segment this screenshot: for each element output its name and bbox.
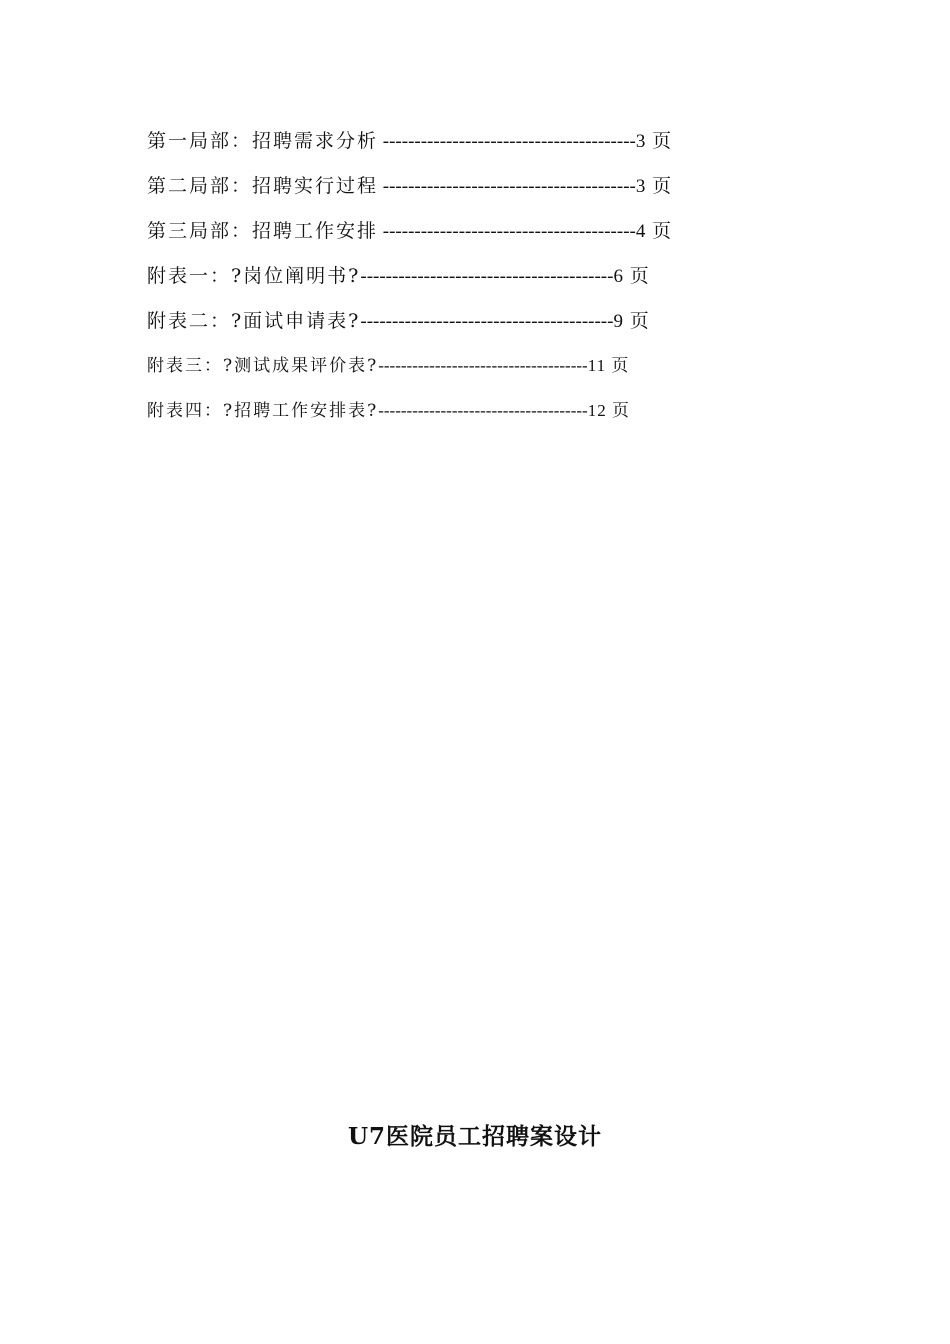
toc-entry-label: 附表二：?面试申请表? xyxy=(147,310,361,332)
toc-page-number: 11 页 xyxy=(587,356,630,375)
toc-leader-dots: ---------------------------------------- xyxy=(378,131,636,152)
toc-entry-label: 附表四：?招聘工作安排表? xyxy=(147,401,379,421)
toc-page-number: 12 页 xyxy=(587,401,630,420)
toc-leader-dots: ---------------------------------------- xyxy=(378,176,636,197)
toc-entry xyxy=(147,171,707,216)
toc-leader-dots: ---------------------------------------- xyxy=(378,221,636,242)
toc-entry xyxy=(147,306,707,351)
toc-page-number: 9 页 xyxy=(613,311,650,332)
toc-page-number: 3 页 xyxy=(635,131,673,152)
toc-leader-dots: ------------------------------------- xyxy=(378,356,588,375)
toc-page-number: 6 页 xyxy=(613,266,650,287)
toc-leader-dots: ------------------------------------- xyxy=(378,401,588,420)
table-of-contents xyxy=(147,126,707,441)
toc-entry xyxy=(147,216,707,261)
toc-entry-label: 第一局部：招聘需求分析 xyxy=(147,130,379,152)
toc-entry xyxy=(147,396,707,441)
toc-entry xyxy=(147,351,707,396)
toc-page-number: 4 页 xyxy=(635,221,673,242)
toc-entry-label: 附表一：?岗位阐明书? xyxy=(147,265,361,287)
toc-entry-label: 附表三：?测试成果评价表? xyxy=(147,356,379,376)
toc-entry xyxy=(147,261,707,306)
toc-page-number: 3 页 xyxy=(635,176,673,197)
toc-leader-dots: ---------------------------------------- xyxy=(360,266,614,287)
toc-leader-dots: ---------------------------------------- xyxy=(360,311,614,332)
document-title: U7医院员工招聘案设计 xyxy=(347,1123,603,1150)
toc-entry-label: 第三局部：招聘工作安排 xyxy=(147,220,379,242)
toc-entry xyxy=(147,126,707,171)
toc-entry-label: 第二局部：招聘实行过程 xyxy=(147,175,379,197)
